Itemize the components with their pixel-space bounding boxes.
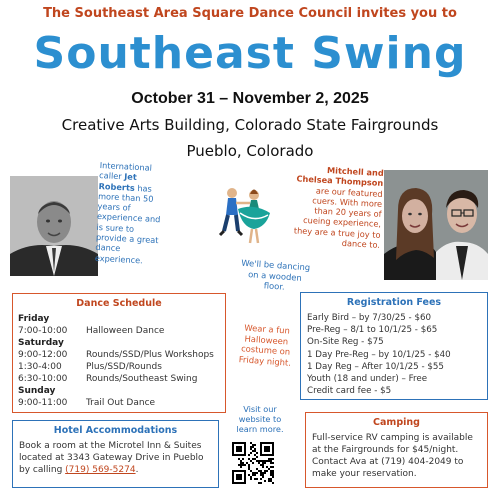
- costume-note: Wear a fun Halloween costume on Friday night.: [238, 322, 292, 368]
- cuers-caption-text: are our featured cuers. With more than 20 years of cueing experience, they are a true joy to dance to.: [293, 185, 383, 250]
- schedule-day: [18, 385, 220, 409]
- hotel-text: [19, 440, 212, 476]
- hotel-title: Hotel Accommodations: [53, 425, 178, 436]
- cuers-photo: [384, 170, 488, 280]
- caller-caption-text: has more than 50 years of experience and is sure to provide a great dance experience.: [94, 182, 161, 266]
- registration-fees-box: [300, 292, 488, 400]
- event-venue: Creative Arts Building, Colorado State Fairgrounds: [61, 116, 439, 134]
- schedule-day: [18, 313, 220, 337]
- schedule-event: Halloween Dance: [86, 326, 165, 336]
- schedule-row: [18, 325, 220, 337]
- website-note: Visit our website to learn more.: [236, 404, 284, 434]
- schedule-event: Plus/SSD/Rounds: [86, 362, 162, 372]
- schedule-time: 6:30-10:00: [18, 374, 68, 384]
- schedule-time: 9:00-12:00: [18, 350, 68, 360]
- caller-name: Jet Roberts: [98, 171, 138, 193]
- schedule-day: [18, 337, 220, 385]
- fee-line: 1 Day Pre-Reg – by 10/1/25 - $40: [307, 349, 451, 360]
- invite-line: The Southeast Area Square Dance Council invites you to: [43, 6, 457, 21]
- camping-title: Camping: [373, 417, 420, 428]
- caller-photo: [10, 176, 98, 276]
- caller-caption-prefix: International caller: [98, 160, 153, 182]
- hotel-text-end: .: [135, 465, 139, 475]
- camping-box: [305, 412, 488, 488]
- schedule-row: [18, 361, 220, 373]
- dancers-illustration: [208, 183, 278, 253]
- schedule-time: 1:30-4:00: [18, 362, 62, 372]
- dance-schedule-box: [12, 293, 226, 413]
- fee-line: Youth (18 and under) – Free: [307, 374, 428, 385]
- day-label: Sunday: [18, 386, 56, 396]
- schedule-row: [18, 373, 220, 385]
- hotel-accommodations-box: [12, 420, 219, 488]
- event-title: Southeast Swing: [33, 28, 467, 79]
- fee-line: Pre-Reg – 8/1 to 10/1/25 - $65: [307, 325, 438, 336]
- registration-title: Registration Fees: [346, 297, 442, 308]
- schedule-event: Trail Out Dance: [86, 398, 156, 408]
- schedule-row: [18, 349, 220, 361]
- caller-caption: [95, 160, 170, 266]
- fee-line: 1 Day Reg – After 10/1/25 - $55: [307, 361, 444, 372]
- event-dates: October 31 – November 2, 2025: [131, 90, 369, 107]
- floor-note: We'll be dancing on a wooden floor.: [240, 257, 311, 292]
- fee-line: Credit card fee - $5: [307, 386, 392, 397]
- camping-text: Full-service RV camping is available at the Fairgrounds for $45/night. Contact Ava at (719) 404-2049 to make your reservation.: [312, 433, 473, 479]
- event-city: Pueblo, Colorado: [186, 142, 314, 160]
- schedule-time: 9:00-11:00: [18, 398, 68, 408]
- schedule-row: [18, 397, 220, 409]
- schedule-time: 7:00-10:00: [18, 326, 68, 336]
- schedule-title: Dance Schedule: [76, 298, 162, 309]
- schedule-event: Rounds/SSD/Plus Workshops: [86, 350, 214, 360]
- qr-code[interactable]: [230, 440, 276, 486]
- day-label: Friday: [18, 314, 50, 324]
- day-label: Saturday: [18, 338, 64, 348]
- fee-line: Early Bird – by 7/30/25 - $60: [307, 313, 432, 323]
- cuers-names: Mitchell and Chelsea Thompson: [296, 165, 384, 189]
- hotel-description: Book a room at the Microtel Inn & Suites located at 3343 Gateway Drive in Pueblo by calling: [19, 441, 204, 475]
- cuers-caption: [292, 163, 384, 250]
- schedule-event: Rounds/Southeast Swing: [86, 374, 198, 384]
- hotel-phone-link[interactable]: (719) 569-5274: [65, 465, 136, 475]
- fee-line: On-Site Reg - $75: [307, 337, 384, 348]
